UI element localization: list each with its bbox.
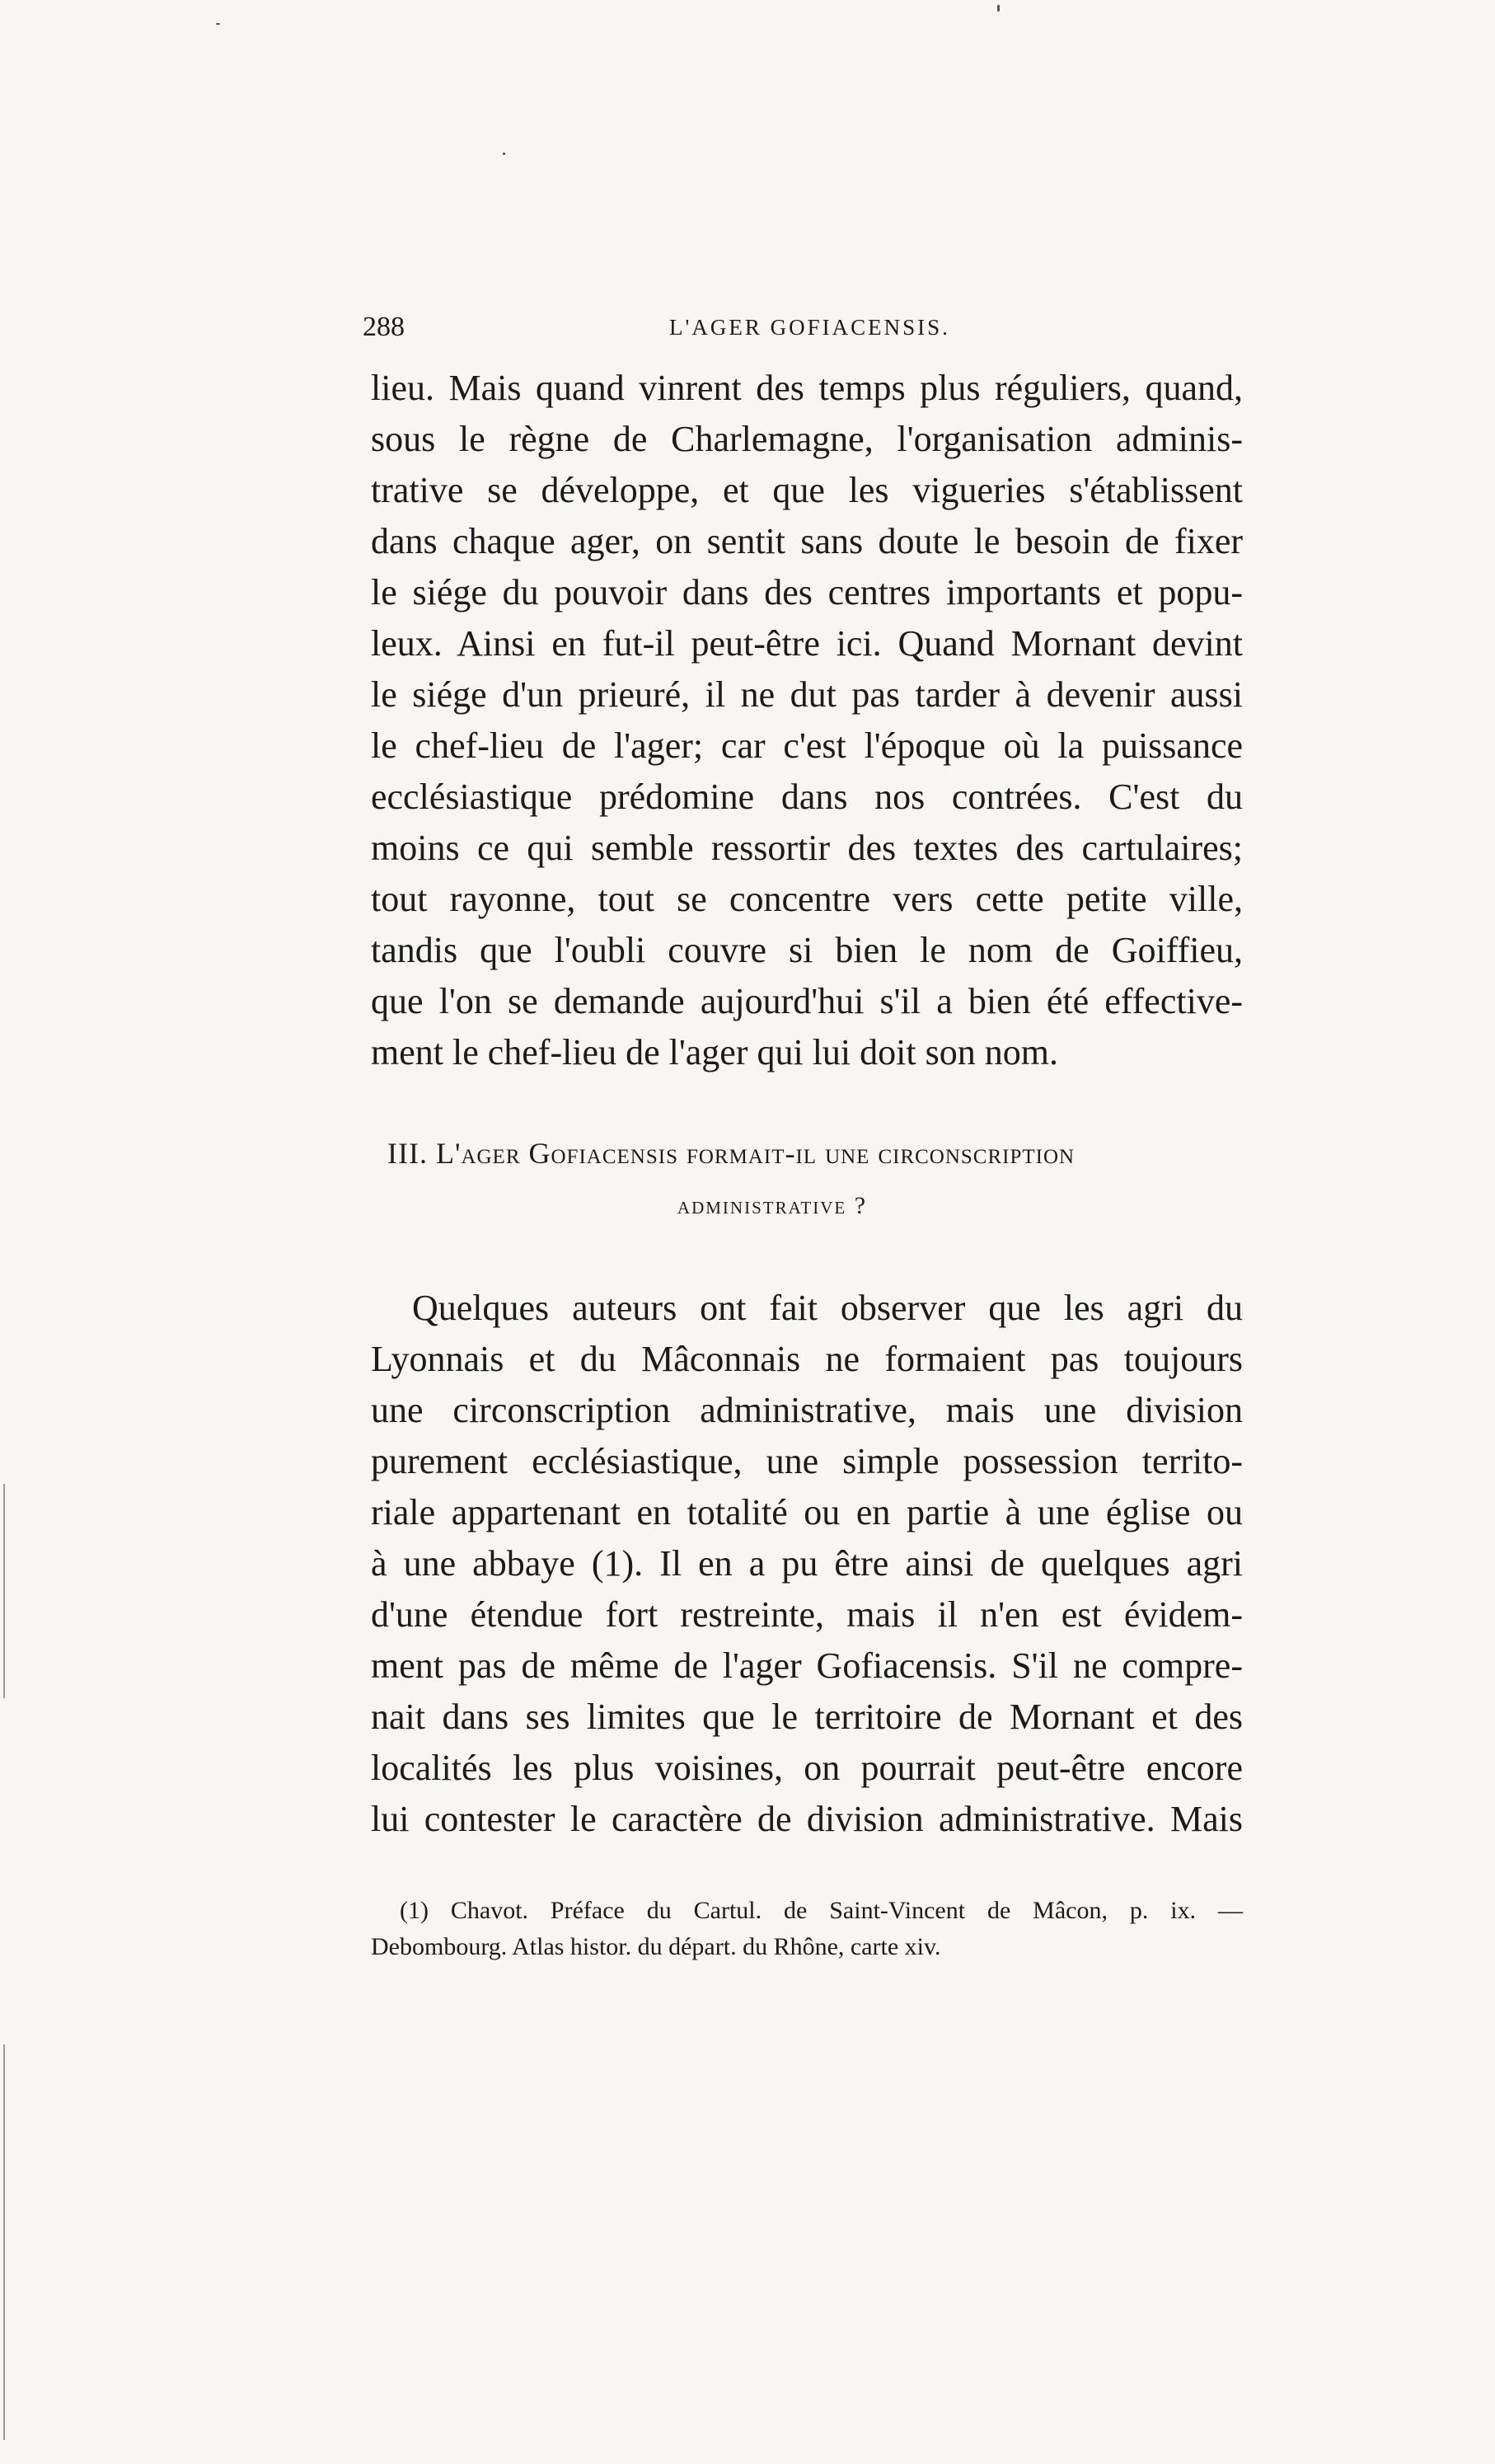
text-line: riale appartenant en totalité ou en partie à une église ou [371,1492,1243,1532]
text-line: sous le règne de Charlemagne, l'organisation adminis- [371,419,1243,459]
scan-speck [503,153,505,155]
text-line: Quelques auteurs ont fait observer que les agri du [412,1288,1243,1328]
text-line: dans chaque ager, on sentit sans doute le besoin de fixer [371,521,1243,561]
scan-edge-line [3,2044,5,2440]
text-line: nait dans ses limites que le territoire de Mornant et des [371,1697,1243,1737]
text-line: une circonscription administrative, mais une division [371,1390,1243,1430]
section-numeral: III. [387,1137,428,1170]
section-heading [387,1136,1243,1171]
text-line: ment pas de même de l'ager Gofiacensis. S'il ne compre- [371,1645,1243,1686]
scan-speck [216,23,220,25]
text-line: le siége du pouvoir dans des centres importants et popu- [371,572,1243,612]
text-line: le chef-lieu de l'ager; car c'est l'époque où la puissance [371,725,1243,766]
footnote-line: Debombourg. Atlas histor. du départ. du Rhône, carte xiv. [371,1933,941,1960]
text-line: localités les plus voisines, on pourrait peut-être encore [371,1748,1243,1788]
text-line: lieu. Mais quand vinrent des temps plus réguliers, quand, [371,368,1243,408]
scan-speck [997,5,1000,12]
footnote-line: (1) Chavot. Préface du Cartul. de Saint-Vincent de Mâcon, p. ix. — [400,1897,1243,1924]
text-line: le siége d'un prieuré, il ne dut pas tarder à devenir aussi [371,674,1243,715]
text-line: que l'on se demande aujourd'hui s'il a bien été effective- [371,981,1243,1021]
running-title: L'AGER GOFIACENSIS. [669,315,950,340]
section-heading-line-2: administrative ? [677,1192,868,1219]
text-line: lui contester le caractère de division administrative. Mais [371,1799,1243,1839]
text-line: tout rayonne, tout se concentre vers cette petite ville, [371,879,1243,919]
text-line: d'une étendue fort restreinte, mais il n'en est évidem- [371,1594,1243,1635]
text-line: purement ecclésiastique, une simple possession territo- [371,1441,1243,1481]
text-line: trative se développe, et que les vigueries s'établissent [371,470,1243,510]
text-line: ment le chef-lieu de l'ager qui lui doit son nom. [371,1032,1058,1072]
text-line: à une abbaye (1). Il en a pu être ainsi de quelques agri [371,1543,1243,1584]
text-line: leux. Ainsi en fut-il peut-être ici. Quand Mornant devint [371,623,1243,664]
text-line: tandis que l'oubli couvre si bien le nom de Goiffieu, [371,930,1243,970]
scan-edge-line [3,1484,5,1698]
page-number: 288 [363,312,405,342]
text-line: moins ce qui semble ressortir des textes des cartulaires; [371,828,1243,868]
text-line: Lyonnais et du Mâconnais ne formaient pas toujours [371,1339,1243,1379]
page-header [363,312,1244,353]
text-line: ecclésiastique prédomine dans nos contrées. C'est du [371,777,1243,817]
section-heading-line-1: L'ager Gofiacensis formait-il une circonscription [435,1137,1076,1170]
